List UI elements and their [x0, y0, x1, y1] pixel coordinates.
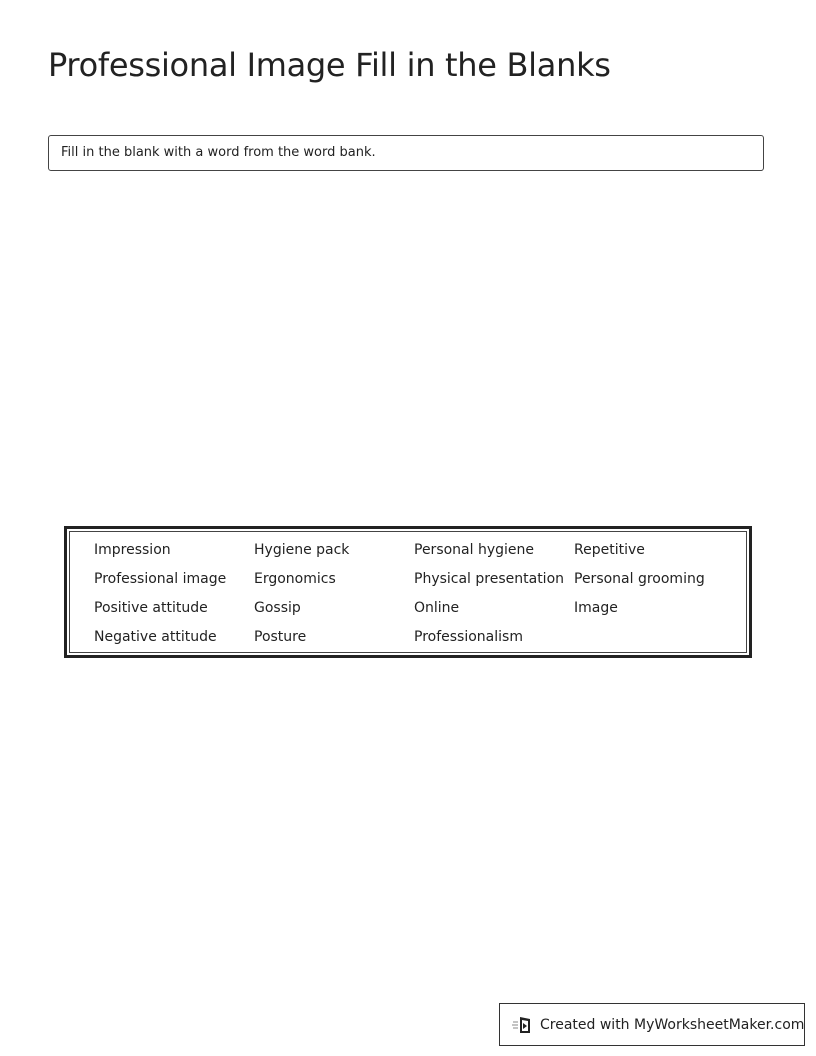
word-bank-grid [94, 540, 734, 656]
word-bank-item: Professional image [94, 571, 227, 587]
word-bank-item: Physical presentation [414, 571, 565, 587]
word-bank [64, 526, 752, 658]
word-bank-item: Professionalism [414, 629, 523, 645]
word-bank-item: Repetitive [574, 542, 645, 558]
word-bank-item: Online [414, 600, 460, 616]
word-bank-item: Personal grooming [574, 571, 705, 587]
instructions-box [48, 135, 764, 171]
word-bank-item: Impression [94, 542, 171, 558]
word-bank-item [574, 627, 734, 656]
worksheet-maker-logo-icon [512, 1014, 534, 1036]
instructions-text: Fill in the blank with a word from the word bank. [61, 145, 376, 160]
word-bank-item: Personal hygiene [414, 542, 534, 558]
word-bank-item: Hygiene pack [254, 542, 350, 558]
page-title: Professional Image Fill in the Blanks [48, 46, 611, 84]
word-bank-item: Ergonomics [254, 571, 336, 587]
created-with-text: Created with MyWorksheetMaker.com [540, 1016, 805, 1033]
word-bank-item: Image [574, 600, 618, 616]
word-bank-item: Positive attitude [94, 600, 208, 616]
word-bank-item: Gossip [254, 600, 301, 616]
word-bank-item: Negative attitude [94, 629, 217, 645]
word-bank-inner-border [69, 531, 747, 653]
created-with-badge[interactable] [499, 1003, 805, 1046]
word-bank-item: Posture [254, 629, 307, 645]
